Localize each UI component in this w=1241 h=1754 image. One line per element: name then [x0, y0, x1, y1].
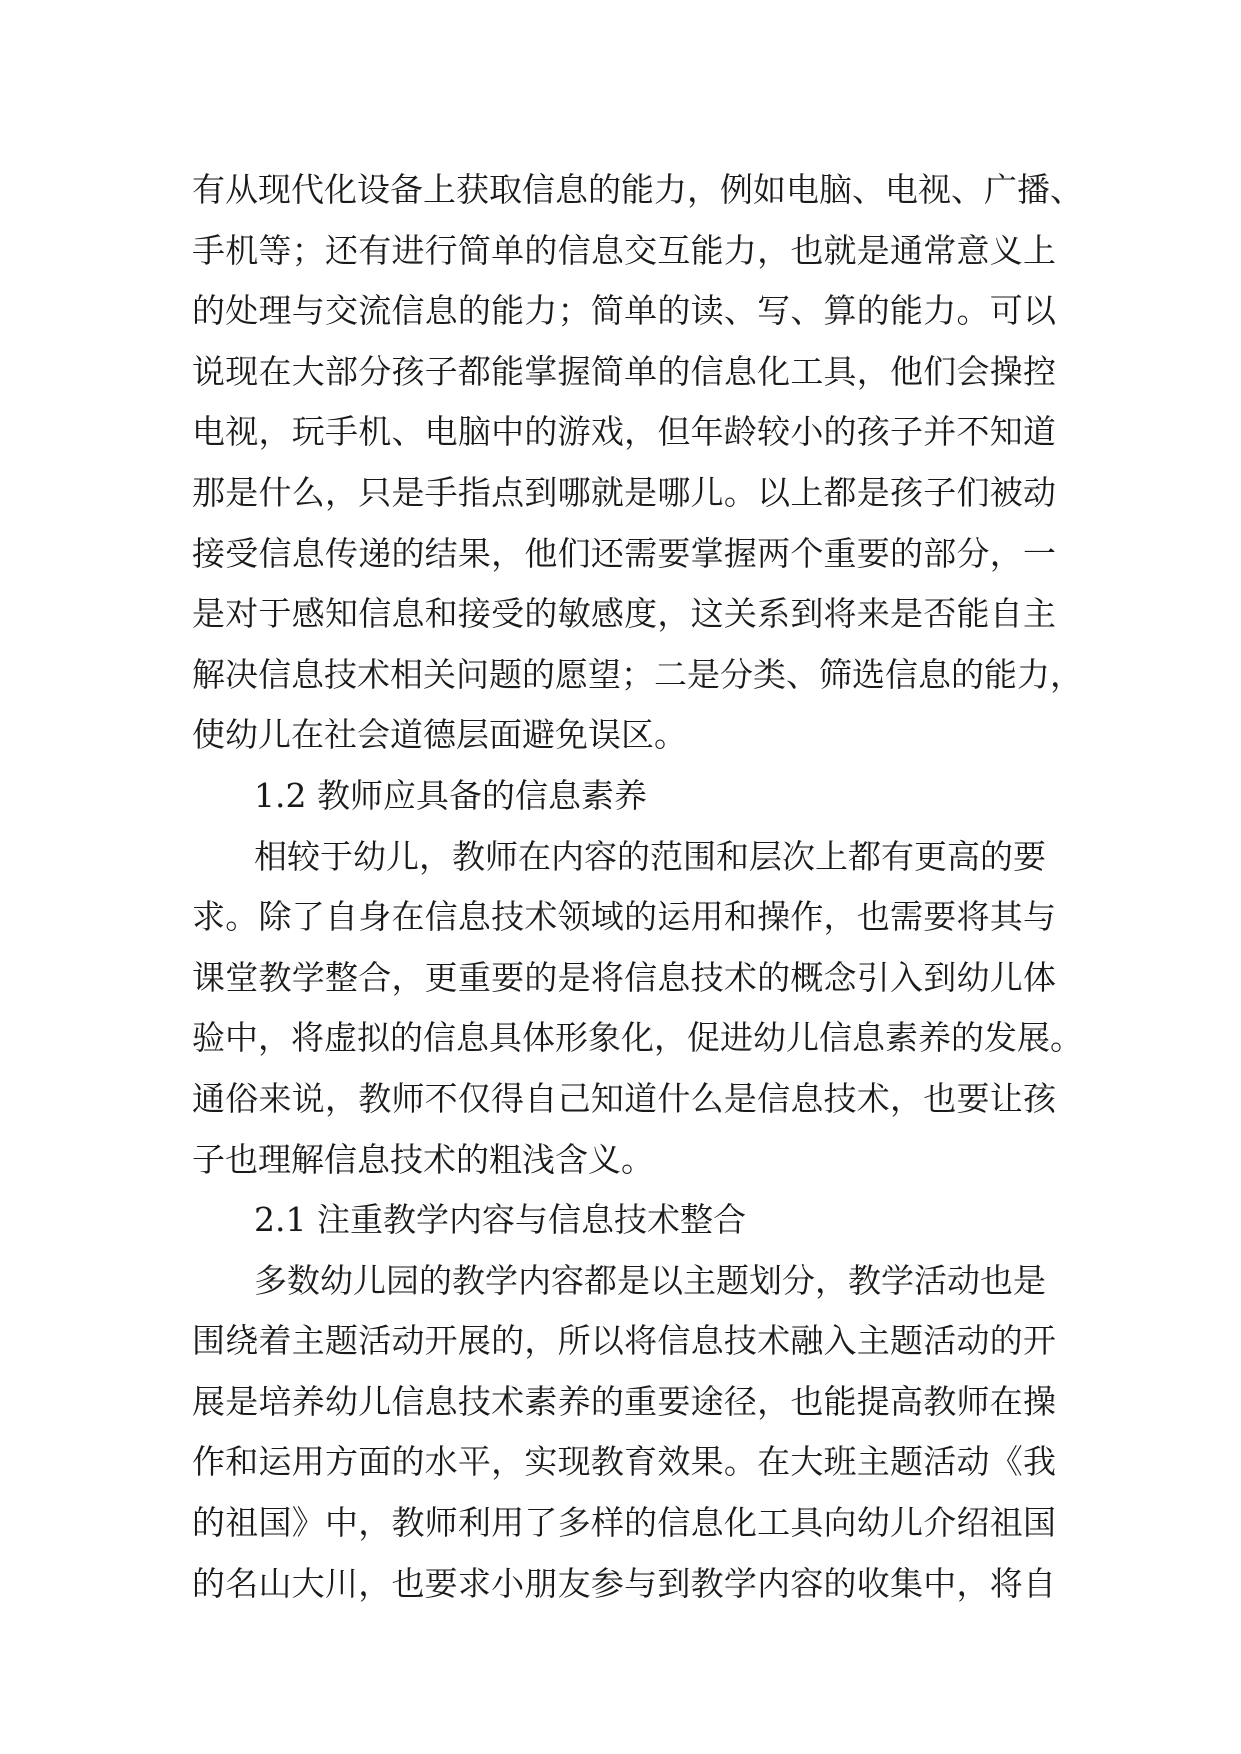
paragraph-line: 求。除了自身在信息技术领域的运用和操作，也需要将其与: [192, 897, 1056, 937]
section-heading: 2.1 注重教学内容与信息技术整合: [254, 1200, 746, 1240]
paragraph-line: 有从现代化设备上获取信息的能力，例如电脑、电视、广播、: [192, 170, 1083, 209]
paragraph-line: 接受信息传递的结果，他们还需要掌握两个重要的部分，一: [192, 533, 1056, 573]
paragraph-line: 子也理解信息技术的粗浅含义。: [192, 1139, 654, 1179]
paragraph-line: 课堂教学整合，更重要的是将信息技术的概念引入到幼儿体: [192, 957, 1056, 997]
paragraph-line: 使幼儿在社会道德层面避免误区。: [192, 715, 687, 755]
paragraph-line: 验中，将虚拟的信息具体形象化，促进幼儿信息素养的发展。: [192, 1018, 1083, 1058]
paragraph-line: 手机等；还有进行简单的信息交互能力，也就是通常意义上: [192, 230, 1056, 270]
paragraph-line: 电视，玩手机、电脑中的游戏，但年龄较小的孩子并不知道: [192, 412, 1056, 452]
paragraph-line: 解决信息技术相关问题的愿望；二是分类、筛选信息的能力，: [192, 654, 1083, 694]
paragraph-first-line: 多数幼儿园的教学内容都是以主题划分，教学活动也是: [254, 1260, 1046, 1300]
paragraph-line: 围绕着主题活动开展的，所以将信息技术融入主题活动的开: [192, 1321, 1056, 1361]
paragraph-line: 作和运用方面的水平，实现教育效果。在大班主题活动《我: [192, 1442, 1056, 1482]
paragraph-line: 的名山大川，也要求小朋友参与到教学内容的收集中，将自: [192, 1563, 1056, 1603]
paragraph-line: 展是培养幼儿信息技术素养的重要途径，也能提高教师在操: [192, 1381, 1056, 1421]
paragraph-first-line: 相较于幼儿，教师在内容的范围和层次上都有更高的要: [254, 836, 1046, 876]
section-heading: 1.2 教师应具备的信息素养: [254, 775, 647, 815]
paragraph-line: 是对于感知信息和接受的敏感度，这关系到将来是否能自主: [192, 594, 1056, 634]
paragraph-line: 的祖国》中，教师利用了多样的信息化工具向幼儿介绍祖国: [192, 1503, 1056, 1543]
paragraph-line: 通俗来说，教师不仅得自己知道什么是信息技术，也要让孩: [192, 1078, 1056, 1118]
paragraph-line: 的处理与交流信息的能力；简单的读、写、算的能力。可以: [192, 291, 1056, 331]
body-text: [192, 160, 1083, 1614]
paragraph-line: 说现在大部分孩子都能掌握简单的信息化工具，他们会操控: [192, 351, 1056, 391]
paragraph-line: 那是什么，只是手指点到哪就是哪儿。以上都是孩子们被动: [192, 472, 1056, 512]
